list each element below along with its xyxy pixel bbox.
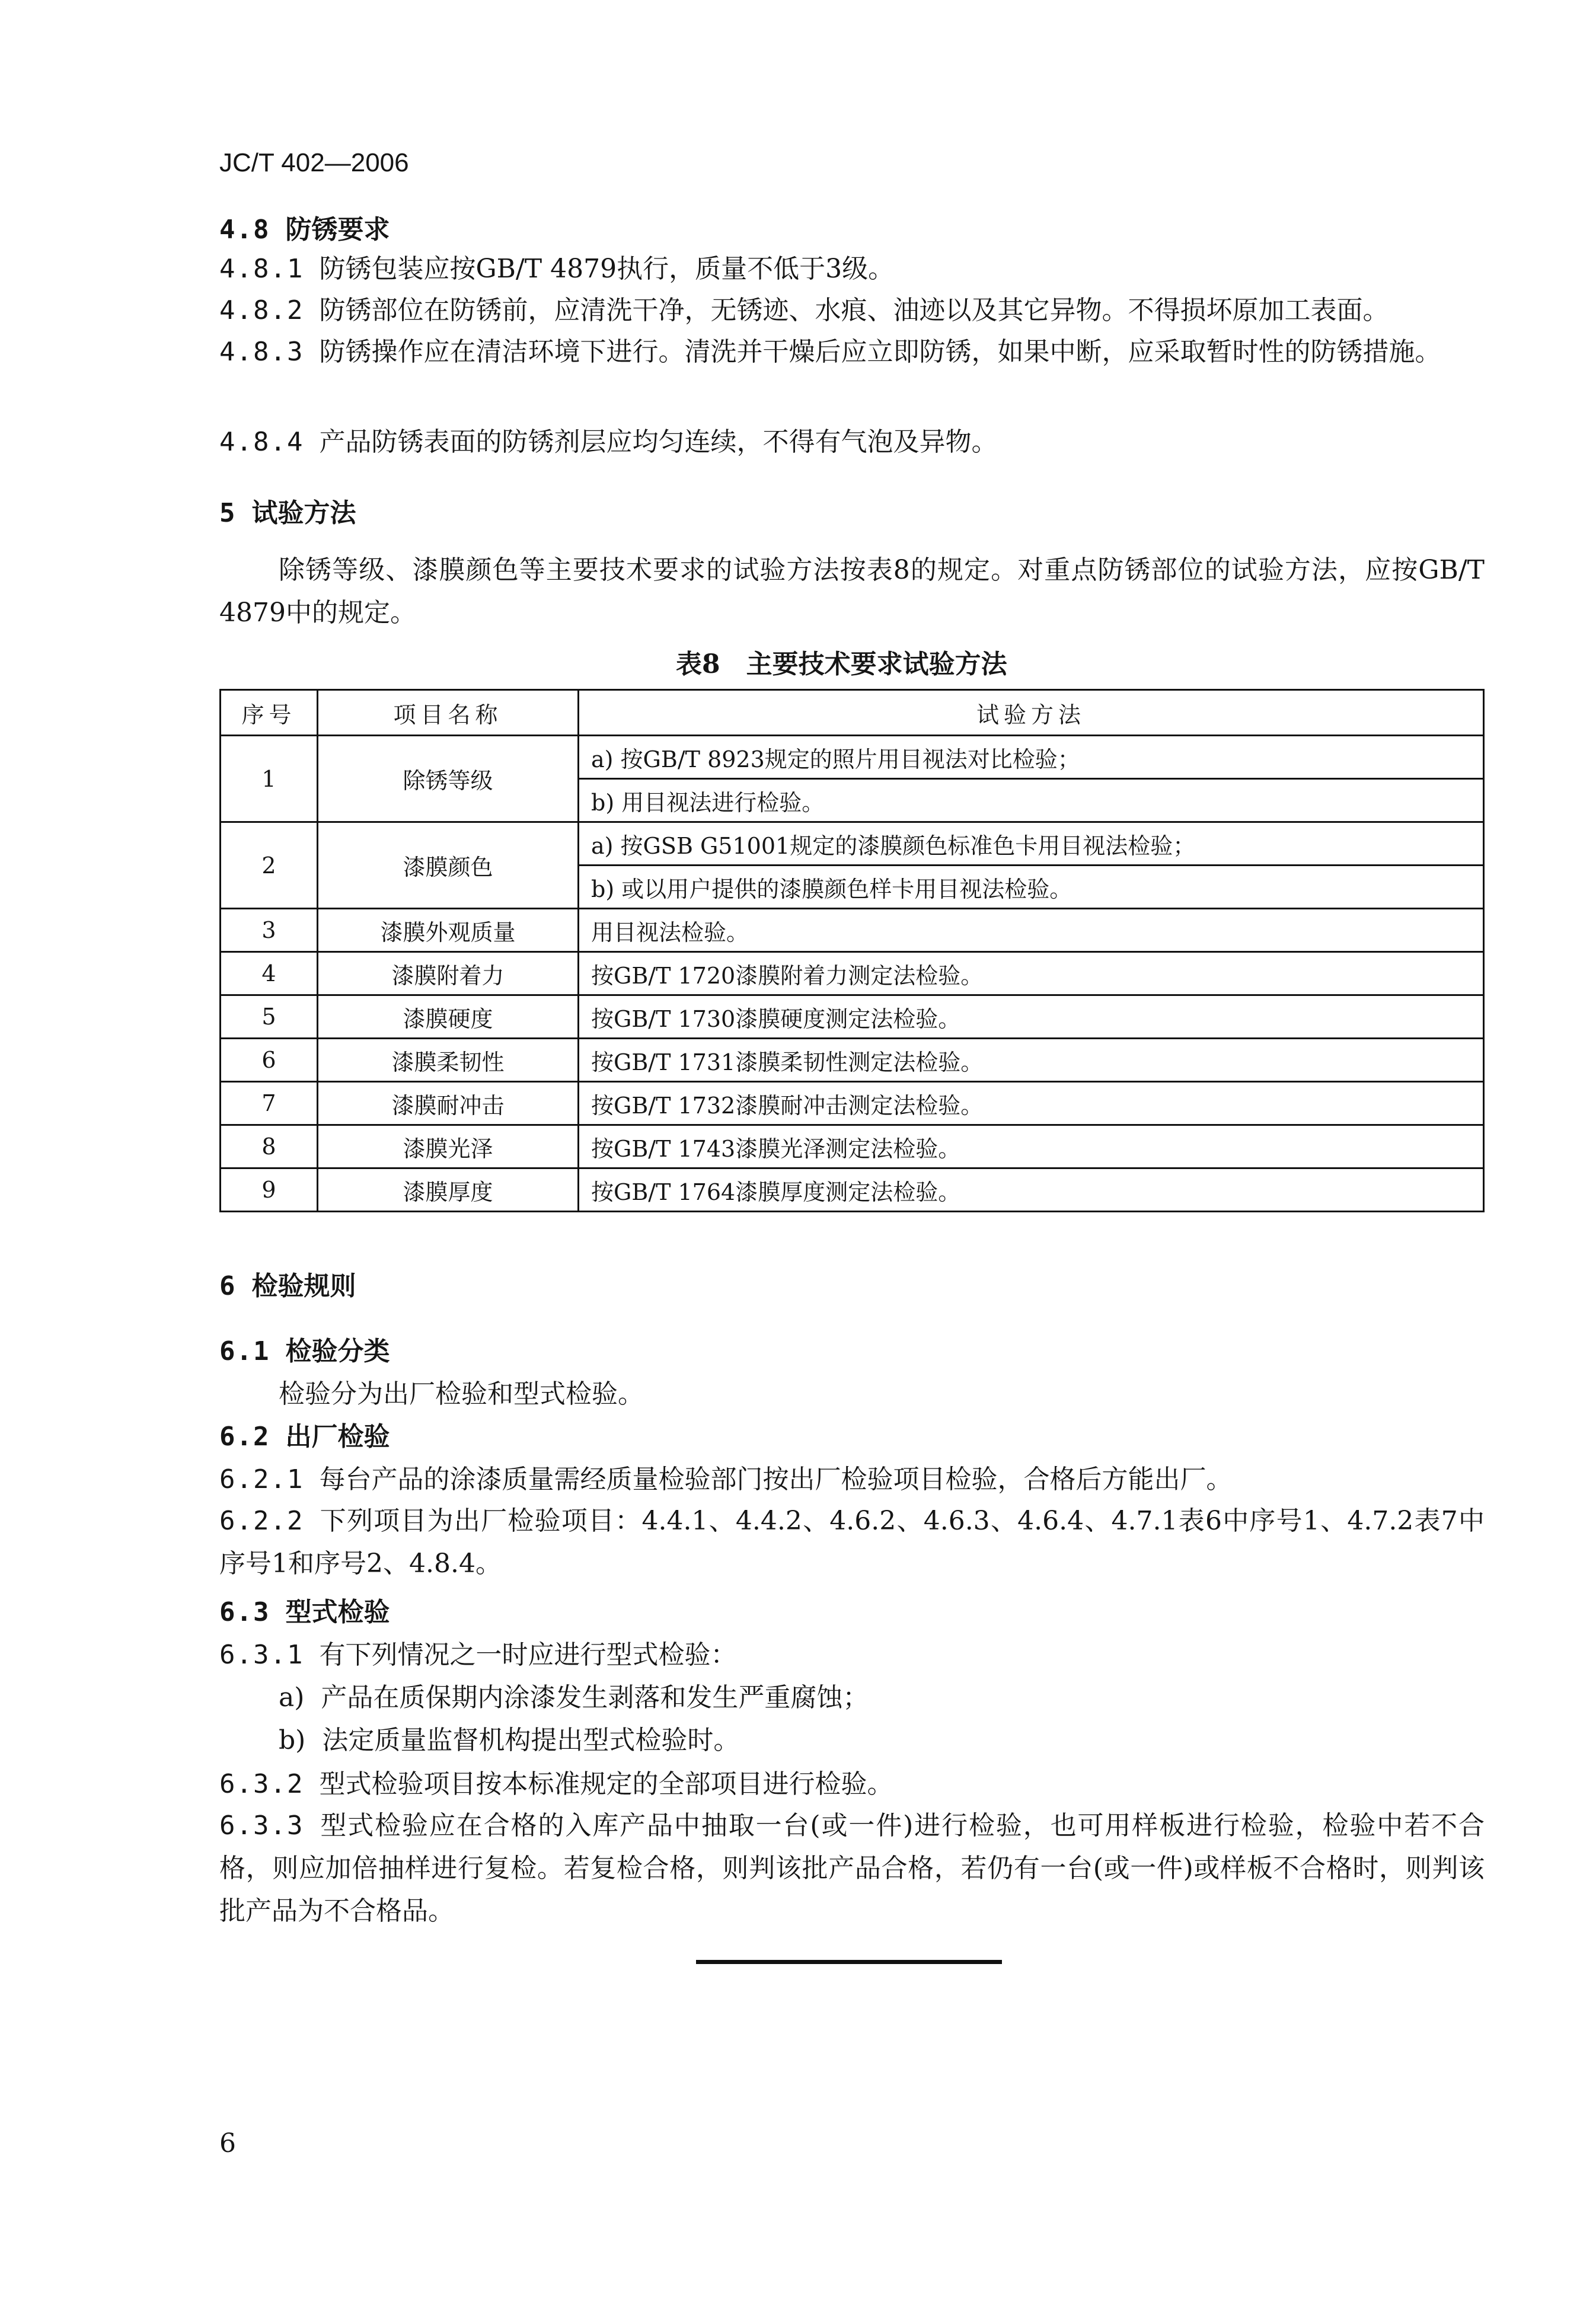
clause-number: 6.3 <box>219 1597 270 1627</box>
clause-text: 型式检验应在合格的入库产品中抽取一台(或一件)进行检验，也可用样板进行检验，检验中若不合格，则应加倍抽样进行复检。若复检合格，则判该批产品合格，若仍有一台(或一件)或样板不合格时，则判该批产品为不合格品。 <box>219 1811 1485 1926</box>
list-label: b) <box>279 1725 306 1755</box>
section-4-8-heading <box>219 212 390 248</box>
clause-4-8-3 <box>219 331 1485 373</box>
method-cell: 按GB/T 1732漆膜耐冲击测定法检验。 <box>579 1082 1484 1125</box>
table-row <box>221 1039 1484 1082</box>
section-number: 5 <box>219 498 237 528</box>
method-cell: b) 或以用户提供的漆膜颜色样卡用目视法检验。 <box>579 866 1484 909</box>
method-cell: a) 按GSB G51001规定的漆膜颜色标准色卡用目视法检验； <box>579 822 1484 866</box>
clause-6-3-3 <box>219 1805 1485 1933</box>
item-name-cell: 漆膜颜色 <box>318 822 579 909</box>
clause-6-2-2 <box>219 1500 1485 1585</box>
table-header-cell: 试验方法 <box>579 690 1484 736</box>
section-6-heading <box>219 1269 356 1304</box>
clause-6-2-heading <box>219 1419 390 1455</box>
table-8-caption: 表8 主要技术要求试验方法 <box>676 649 1007 679</box>
clause-4-8-4 <box>219 424 997 460</box>
clause-text: 型式检验项目按本标准规定的全部项目进行检验。 <box>319 1769 893 1799</box>
item-name-cell: 漆膜外观质量 <box>318 909 579 952</box>
row-number-cell: 7 <box>221 1082 318 1125</box>
item-name-cell: 除锈等级 <box>318 736 579 822</box>
section-number: 6 <box>219 1271 237 1301</box>
table-row <box>221 822 1484 866</box>
table-row <box>221 1125 1484 1168</box>
clause-text: 防锈部位在防锈前，应清洗干净，无锈迹、水痕、油迹以及其它异物。不得损坏原加工表面。 <box>319 295 1389 325</box>
clause-title: 出厂检验 <box>285 1422 390 1452</box>
item-name-cell: 漆膜厚度 <box>318 1168 579 1212</box>
item-name-cell: 漆膜耐冲击 <box>318 1082 579 1125</box>
clause-text: 防锈包装应按GB/T 4879执行，质量不低于3级。 <box>319 254 895 284</box>
clause-number: 6.3.2 <box>219 1769 304 1799</box>
row-number-cell: 1 <box>221 736 318 822</box>
clause-title: 检验分类 <box>285 1336 390 1366</box>
table-row <box>221 995 1484 1039</box>
list-item <box>279 1723 739 1758</box>
clause-number: 6.1 <box>219 1336 270 1366</box>
end-rule <box>696 1960 1002 1964</box>
section-5-paragraph: 除锈等级、漆膜颜色等主要技术要求的试验方法按表8的规定。对重点防锈部位的试验方法，应按GB/T 4879中的规定。 <box>219 555 1485 628</box>
table-row <box>221 952 1484 995</box>
clause-4-8-1 <box>219 251 894 287</box>
clause-title: 型式检验 <box>285 1597 390 1627</box>
list-text: 产品在质保期内涂漆发生剥落和发生严重腐蚀； <box>321 1682 869 1713</box>
row-number-cell: 2 <box>221 822 318 909</box>
item-name-cell: 漆膜光泽 <box>318 1125 579 1168</box>
table-header-cell: 项目名称 <box>318 690 579 736</box>
method-cell: 按GB/T 1764漆膜厚度测定法检验。 <box>579 1168 1484 1212</box>
clause-number: 4.8.2 <box>219 295 304 325</box>
clause-6-1-heading <box>219 1334 390 1369</box>
clause-number: 4.8.3 <box>219 337 304 367</box>
item-name-cell: 漆膜柔韧性 <box>318 1039 579 1082</box>
clause-number: 6.3.1 <box>219 1640 304 1670</box>
clause-text: 下列项目为出厂检验项目：4.4.1、4.4.2、4.6.2、4.6.3、4.6.4、4.7.1表6中序号1、4.7.2表7中序号1和序号2、4.8.4。 <box>219 1506 1485 1579</box>
section-title: 试验方法 <box>251 498 356 528</box>
row-number-cell: 8 <box>221 1125 318 1168</box>
clause-number: 6.3.3 <box>219 1811 304 1841</box>
method-cell: 按GB/T 1743漆膜光泽测定法检验。 <box>579 1125 1484 1168</box>
clause-text: 每台产品的涂漆质量需经质量检验部门按出厂检验项目检验，合格后方能出厂。 <box>319 1464 1233 1495</box>
clause-6-2-1 <box>219 1462 1232 1497</box>
clause-4-8-2 <box>219 293 1388 328</box>
clause-6-1-body: 检验分为出厂检验和型式检验。 <box>279 1379 644 1409</box>
standard-code: JC/T 402—2006 <box>219 148 409 177</box>
section-title: 防锈要求 <box>285 215 390 245</box>
item-name-cell: 漆膜附着力 <box>318 952 579 995</box>
clause-6-3-2 <box>219 1767 893 1802</box>
row-number-cell: 6 <box>221 1039 318 1082</box>
method-cell: 用目视法检验。 <box>579 909 1484 952</box>
row-number-cell: 9 <box>221 1168 318 1212</box>
section-5-heading <box>219 496 356 531</box>
clause-text: 产品防锈表面的防锈剂层应均匀连续，不得有气泡及异物。 <box>319 427 998 457</box>
clause-text: 有下列情况之一时应进行型式检验： <box>319 1640 737 1670</box>
clause-6-3-1 <box>219 1637 736 1673</box>
table-row <box>221 1082 1484 1125</box>
clause-number: 6.2.2 <box>219 1506 304 1536</box>
item-name-cell: 漆膜硬度 <box>318 995 579 1039</box>
list-item <box>279 1680 869 1716</box>
clause-text: 防锈操作应在清洁环境下进行。清洗并干燥后应立即防锈，如果中断，应采取暂时性的防锈措施。 <box>319 337 1441 367</box>
row-number-cell: 5 <box>221 995 318 1039</box>
table-row <box>221 736 1484 779</box>
clause-number: 6.2 <box>219 1422 270 1452</box>
list-text: 法定质量监督机构提出型式检验时。 <box>322 1725 740 1755</box>
clause-number: 4.8.4 <box>219 427 304 457</box>
section-title: 检验规则 <box>251 1271 356 1301</box>
clause-number: 4.8.1 <box>219 254 304 284</box>
method-cell: a) 按GB/T 8923规定的照片用目视法对比检验； <box>579 736 1484 779</box>
table-header-cell: 序号 <box>221 690 318 736</box>
table-row <box>221 909 1484 952</box>
clause-number: 6.2.1 <box>219 1464 304 1495</box>
method-cell: b) 用目视法进行检验。 <box>579 779 1484 822</box>
table-header-row <box>221 690 1484 736</box>
method-cell: 按GB/T 1731漆膜柔韧性测定法检验。 <box>579 1039 1484 1082</box>
list-label: a) <box>279 1682 305 1713</box>
table-row <box>221 1168 1484 1212</box>
section-number: 4.8 <box>219 215 270 245</box>
page-number: 6 <box>219 2128 236 2158</box>
table-8 <box>219 689 1485 1212</box>
row-number-cell: 4 <box>221 952 318 995</box>
row-number-cell: 3 <box>221 909 318 952</box>
method-cell: 按GB/T 1730漆膜硬度测定法检验。 <box>579 995 1484 1039</box>
clause-6-3-heading <box>219 1595 390 1630</box>
method-cell: 按GB/T 1720漆膜附着力测定法检验。 <box>579 952 1484 995</box>
